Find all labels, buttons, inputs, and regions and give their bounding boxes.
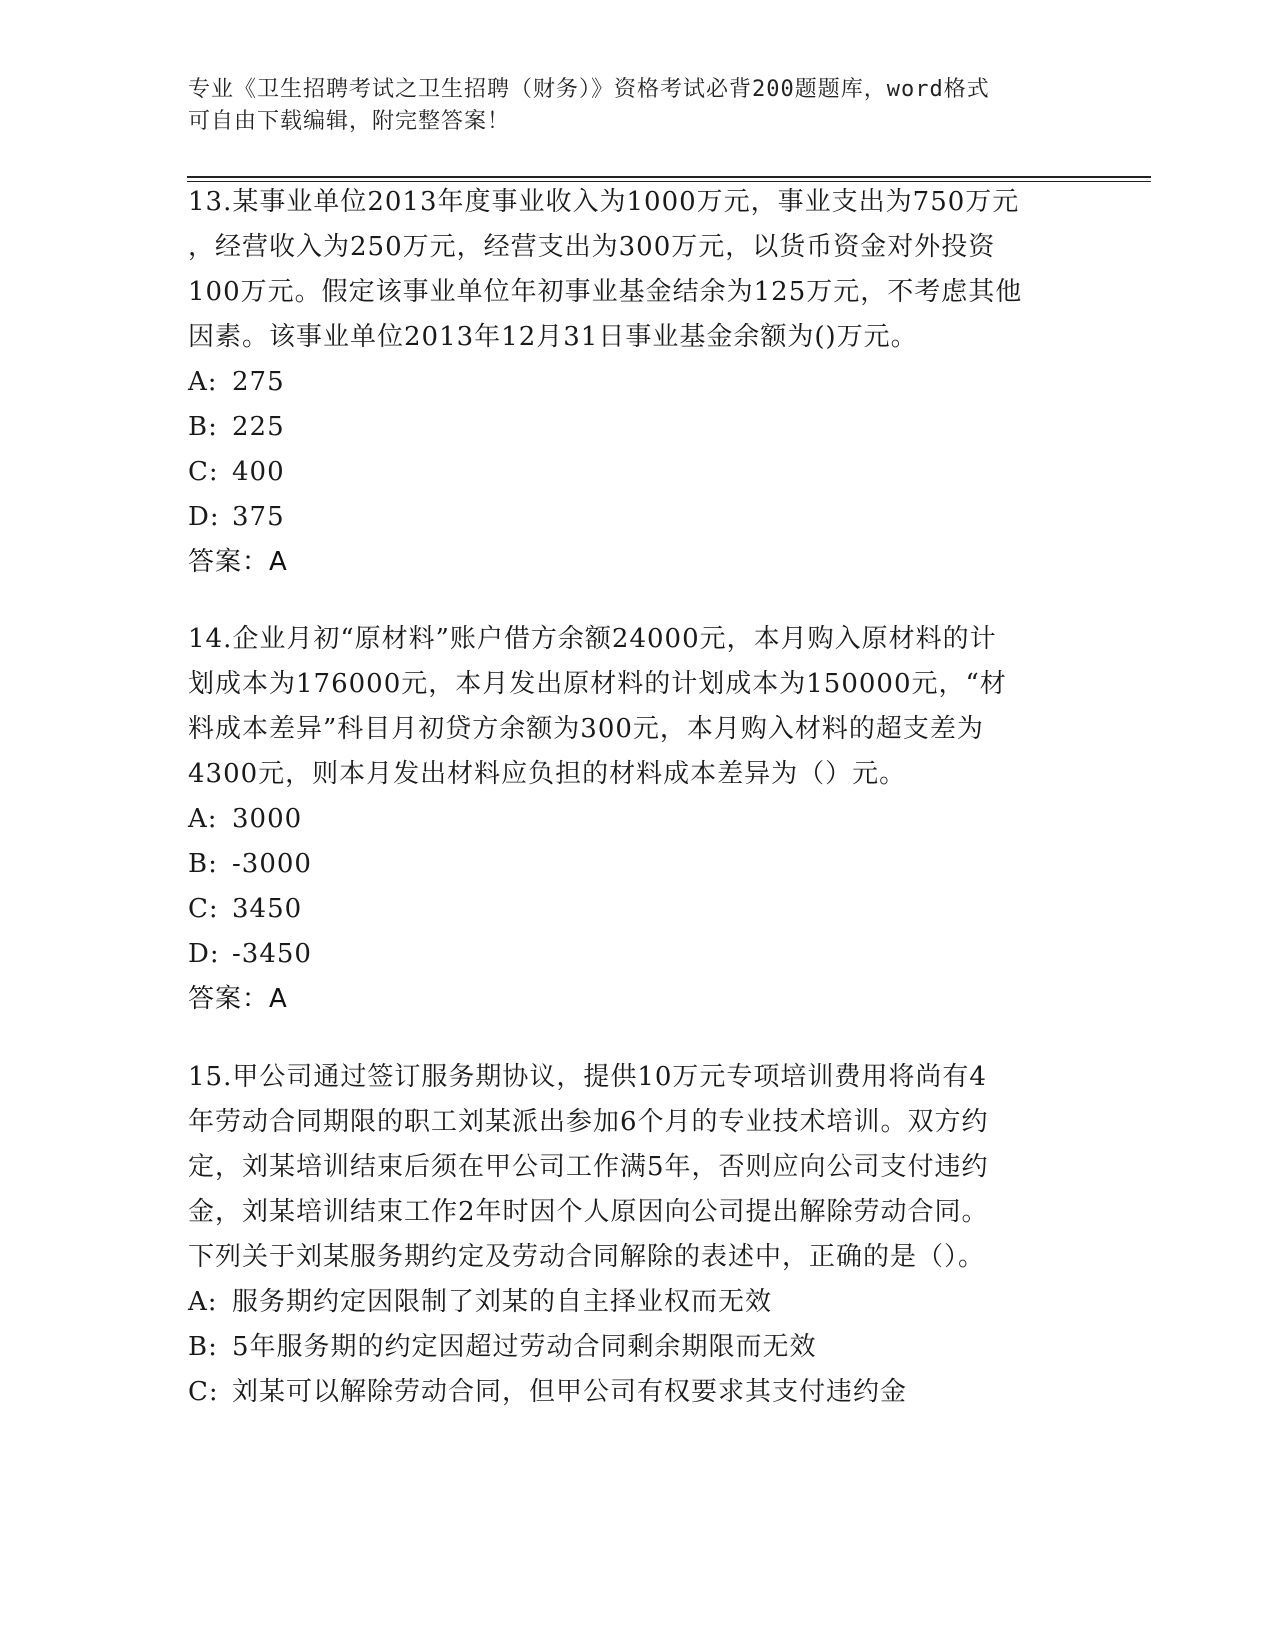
option-letter: B: [188,849,218,879]
option-b [188,1325,1088,1370]
header-divider-thick [187,176,1151,178]
question-text-line: 下列关于刘某服务期约定及劳动合同解除的表述中，正确的是（）。 [188,1242,986,1272]
answer-line: 答案：A [188,984,288,1014]
option-letter: C: [188,457,219,487]
option-a [188,360,1088,405]
question-text-line: 4300元，则本月发出材料应负担的材料成本差异为（）元。 [188,759,907,789]
option-letter: C: [188,894,219,924]
option-letter: A: [188,804,218,834]
option-a [188,797,1088,842]
question-text-line: 因素。该事业单位2013年12月31日事业基金余额为()万元。 [188,322,918,352]
question-text-line: 14.企业月初“原材料”账户借方余额24000元，本月购入原材料的计 [188,624,997,654]
question-13 [188,180,1088,585]
question-text-line: 15.甲公司通过签订服务期协议，提供10万元专项培训费用将尚有4 [188,1062,987,1092]
option-a [188,1280,1088,1325]
question-text-line: 料成本差异”科目月初贷方余额为300元，本月购入材料的超支差为 [188,714,984,744]
question-text-line: 年劳动合同期限的职工刘某派出参加6个月的专业技术培训。双方约 [188,1107,989,1137]
header-line-1: 专业《卫生招聘考试之卫生招聘（财务）》资格考试必背200题题库，word格式 [188,77,990,102]
question-text-line: 划成本为176000元，本月发出原材料的计划成本为150000元，“材 [188,669,1007,699]
option-text: 400 [232,457,285,487]
option-letter: D: [188,939,220,969]
option-text: -3450 [232,939,312,969]
option-c [188,1370,1088,1415]
question-text-line: 13.某事业单位2013年度事业收入为1000万元，事业支出为750万元 [188,187,1020,217]
question-15 [188,1055,1088,1415]
option-text: 5年服务期的约定因超过劳动合同剩余期限而无效 [232,1332,817,1362]
option-text: 275 [232,367,285,397]
option-letter: C: [188,1377,219,1407]
answer-line: 答案：A [188,547,288,577]
option-letter: A: [188,367,218,397]
option-b [188,842,1088,887]
option-text: 375 [232,502,285,532]
option-letter: B: [188,412,218,442]
option-letter: B: [188,1332,218,1362]
header-line-2: 可自由下载编辑，附完整答案！ [188,109,511,134]
option-text: 服务期约定因限制了刘某的自主择业权而无效 [232,1287,773,1317]
question-text-line: 定，刘某培训结束后须在甲公司工作满5年，否则应向公司支付违约 [188,1152,989,1182]
option-text: 3450 [232,894,303,924]
question-14 [188,617,1088,1022]
question-text-line: 100万元。假定该事业单位年初事业基金结余为125万元，不考虑其他 [188,277,1023,307]
option-text: 225 [232,412,285,442]
option-letter: D: [188,502,220,532]
option-text: -3000 [232,849,312,879]
option-b [188,405,1088,450]
option-c [188,450,1088,495]
document-header [188,74,1068,138]
question-text-line: ，经营收入为250万元，经营支出为300万元，以货币资金对外投资 [188,232,996,262]
option-c [188,887,1088,932]
option-letter: A: [188,1287,218,1317]
option-d [188,495,1088,540]
option-d [188,932,1088,977]
question-text-line: 金，刘某培训结束工作2年时因个人原因向公司提出解除劳动合同。 [188,1197,989,1227]
option-text: 3000 [232,804,303,834]
option-text: 刘某可以解除劳动合同，但甲公司有权要求其支付违约金 [232,1377,908,1407]
